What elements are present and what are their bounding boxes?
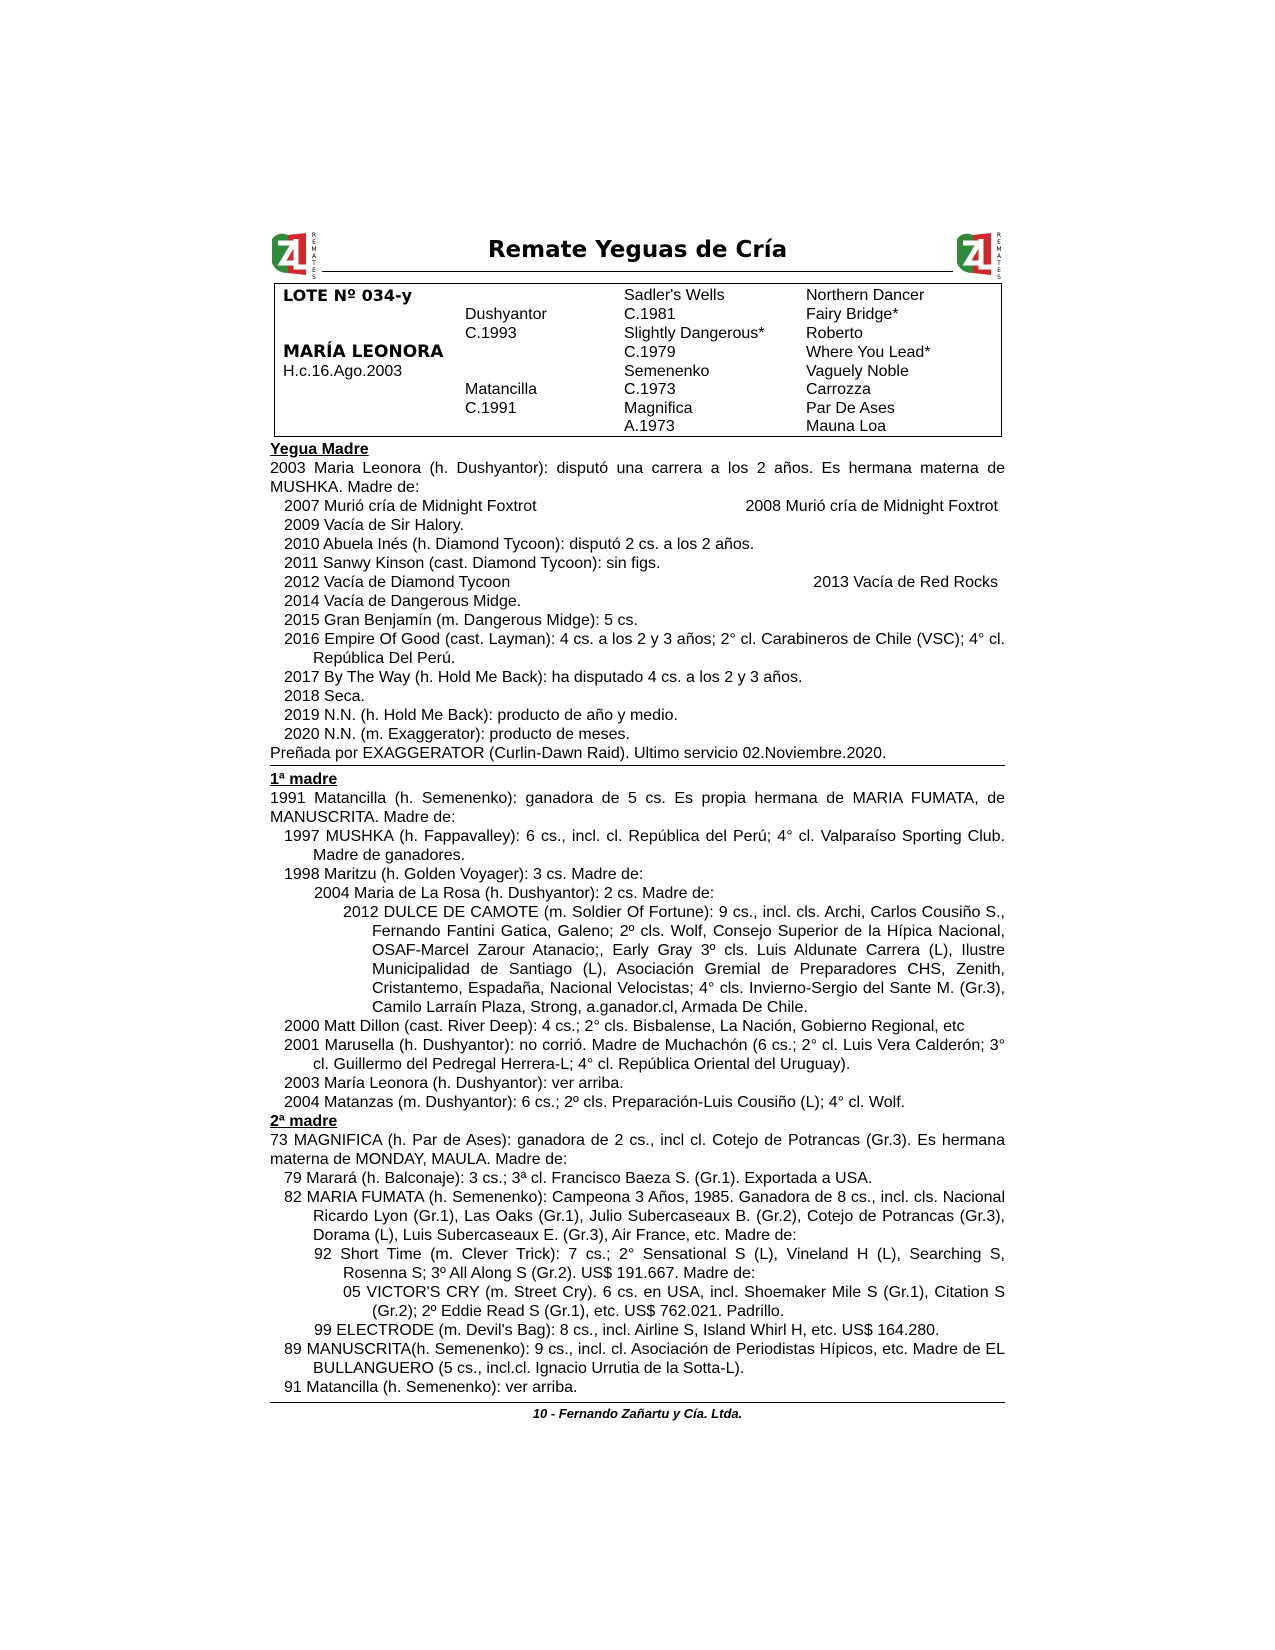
granddam-2: Magnifica xyxy=(624,400,693,417)
section-heading: 2ª madre xyxy=(270,1113,338,1130)
svg-text:M: M xyxy=(311,246,317,253)
page-title: Remate Yeguas de Cría xyxy=(487,237,788,263)
produce-entry: 2020 N.N. (m. Exaggerator): producto de meses. xyxy=(284,726,630,743)
produce-entry: 2016 Empire Of Good (cast. Layman): 4 cs. a los 2 y 3 años; 2° cl. Carabineros de Chile (VSC); 4° cl. República Del Perú. xyxy=(284,631,1005,667)
produce-entry: 2000 Matt Dillon (cast. River Deep): 4 cs.; 2° cls. Bisbalense, La Nación, Gobierno Regional, etc xyxy=(284,1018,965,1035)
svg-text:E: E xyxy=(312,267,316,274)
produce-entry: 2013 Vacía de Red Rocks xyxy=(813,574,998,591)
great-grandparent: Northern Dancer xyxy=(806,287,925,304)
produce-entry: 2011 Sanwy Kinson (cast. Diamond Tycoon): sin figs. xyxy=(284,555,661,572)
dam-intro: 73 MAGNIFICA (h. Par de Ases): ganadora de 2 cs., incl cl. Cotejo de Potrancas (Gr.3). Es hermana materna de MONDAY, MAULA. Madre de: xyxy=(270,1132,1005,1168)
granddam-2-year: A.1973 xyxy=(624,418,675,435)
grandsire-1: Sadler's Wells xyxy=(624,287,725,304)
dam-name: Matancilla xyxy=(465,381,538,398)
produce-entry: 2009 Vacía de Sir Halory. xyxy=(284,517,464,534)
zl-remates-logo xyxy=(955,229,1005,279)
produce-entry: 2004 Matanzas (m. Dushyantor): 6 cs.; 2º cls. Preparación-Luis Cousiño (L); 4° cl. Wolf. xyxy=(284,1094,906,1111)
produce-entry: 2004 Maria de La Rosa (h. Dushyantor): 2 cs. Madre de: xyxy=(314,885,715,902)
produce-entry: 2018 Seca. xyxy=(284,688,365,705)
produce-entry: 2012 Vacía de Diamond Tycoon xyxy=(284,574,511,591)
svg-text:A: A xyxy=(996,253,1002,260)
svg-text:S: S xyxy=(997,274,1001,279)
produce-entry: 82 MARIA FUMATA (h. Semenenko): Campeona 3 Años, 1985. Ganadora de 8 cs., incl. cls. Nacional Ricardo Lyon (Gr.1), Las Oaks (Gr.1), Julio Subercaseaux B. (Gr.2), Cotejo de Potrancas (Gr.3), Dorama (L), Luis Subercaseaux E. (Gr.3), Air France, etc. Madre de: xyxy=(284,1189,1005,1244)
horse-name: MARÍA LEONORA xyxy=(283,342,444,362)
great-grandparent: Mauna Loa xyxy=(806,418,887,435)
great-grandparent: Carrozza xyxy=(806,381,871,398)
produce-entry: 2001 Marusella (h. Dushyantor): no corrió. Madre de Muchachón (6 cs.; 2° cl. Luis Vera Calderón; 3° cl. Guillermo del Pedregal Herrera-L; 4° cl. República Oriental del Uruguay). xyxy=(284,1037,1005,1073)
svg-text:R: R xyxy=(311,232,317,239)
section-divider xyxy=(270,765,1005,766)
produce-entry: 1998 Maritzu (h. Golden Voyager): 3 cs. Madre de: xyxy=(284,866,644,883)
produce-entry: 91 Matancilla (h. Semenenko): ver arriba. xyxy=(284,1379,578,1396)
dam-intro: 1991 Matancilla (h. Semenenko): ganadora de 5 cs. Es propia hermana de MARIA FUMATA, de MANUSCRITA. Madre de: xyxy=(270,790,1005,826)
svg-text:T: T xyxy=(312,260,316,267)
produce-entry: 1997 MUSHKA (h. Fappavalley): 6 cs., incl. cl. República del Perú; 4° cl. Valparaíso Sporting Club. Madre de ganadores. xyxy=(284,828,1005,864)
produce-entry: 2010 Abuela Inés (h. Diamond Tycoon): disputó 2 cs. a los 2 años. xyxy=(284,536,755,553)
produce-entry: 2012 DULCE DE CAMOTE (m. Soldier Of Fortune): 9 cs., incl. cls. Archi, Carlos Cousiño S., Fernando Fantini Gatica, Galeno; 2º cls. Wolf, Consejo Superior de la Hípica Nacional, OSAF-Marcel Zarour Atanacio;, Early Gray 3º cls. Luis Aldunate Carrera (L), Ilustre Municipalidad de Santiago (L), Asociación Gremial de Preparadores CHS, Zenith, Cristantemo, Espadaña, Nacional Velocistas; 4° cls. Invierno-Sergio del Sante M. (Gr.3), Camilo Larraín Plaza, Strong, a.ganador.cl, Armada De Chile. xyxy=(343,904,1005,1016)
svg-text:S: S xyxy=(312,274,316,279)
zl-remates-logo xyxy=(270,229,320,279)
svg-text:M: M xyxy=(996,246,1002,253)
produce-entry: 89 MANUSCRITA(h. Semenenko): 9 cs., incl. cl. Asociación de Periodistas Hípicos, etc. Madre de EL BULLANGUERO (5 cs., incl.cl. Ignacio Urrutia de la Sotta-L). xyxy=(284,1341,1005,1377)
svg-text:R: R xyxy=(996,232,1002,239)
header-rule xyxy=(322,271,953,272)
granddam-1: Slightly Dangerous* xyxy=(624,325,765,342)
pedigree-table xyxy=(274,283,1002,437)
sire-name: Dushyantor xyxy=(465,306,547,323)
section-heading: Yegua Madre xyxy=(270,441,369,458)
grandsire-1-year: C.1981 xyxy=(624,306,676,323)
dam-intro: 2003 Maria Leonora (h. Dushyantor): disputó una carrera a los 2 años. Es hermana materna de MUSHKA. Madre de: xyxy=(270,460,1005,496)
produce-entry: 2007 Murió cría de Midnight Foxtrot xyxy=(284,498,537,515)
produce-entry: 99 ELECTRODE (m. Devil's Bag): 8 cs., incl. Airline S, Island Whirl H, etc. US$ 164.280. xyxy=(314,1322,940,1339)
pregnancy-status: Preñada por EXAGGERATOR (Curlin-Dawn Raid). Ultimo servicio 02.Noviembre.2020. xyxy=(270,745,887,762)
great-grandparent: Roberto xyxy=(806,325,863,342)
grandsire-2: Semenenko xyxy=(624,363,710,380)
sire-year: C.1993 xyxy=(465,325,517,342)
lot-number: LOTE Nº 034-y xyxy=(283,286,413,305)
produce-entry: 2008 Murió cría de Midnight Foxtrot xyxy=(745,498,998,515)
svg-text:E: E xyxy=(312,239,316,246)
great-grandparent: Vaguely Noble xyxy=(806,363,909,380)
dam-year: C.1991 xyxy=(465,400,517,417)
granddam-1-year: C.1979 xyxy=(624,344,676,361)
svg-text:T: T xyxy=(997,260,1001,267)
catalog-page xyxy=(270,225,1005,1421)
produce-row xyxy=(270,573,1005,592)
great-grandparent: Par De Ases xyxy=(806,400,895,417)
footer-rule xyxy=(270,1402,1005,1403)
produce-entry: 92 Short Time (m. Clever Trick): 7 cs.; 2° Sensational S (L), Vineland H (L), Searching S, Rosenna S; 3º All Along S (Gr.2). US$ 191.667. Madre de: xyxy=(314,1246,1005,1282)
section-heading: 1ª madre xyxy=(270,771,338,788)
page-footer: 10 - Fernando Zañartu y Cía. Ltda. xyxy=(532,1406,743,1421)
produce-record xyxy=(270,440,1005,1397)
produce-entry: 05 VICTOR'S CRY (m. Street Cry). 6 cs. en USA, incl. Shoemaker Mile S (Gr.1), Citation S (Gr.2); 2º Eddie Read S (Gr.1), etc. US$ 762.021. Padrillo. xyxy=(343,1284,1005,1320)
produce-entry: 79 Marará (h. Balconaje): 3 cs.; 3ª cl. Francisco Baeza S. (Gr.1). Exportada a USA. xyxy=(284,1170,873,1187)
produce-entry: 2015 Gran Benjamín (m. Dangerous Midge): 5 cs. xyxy=(284,612,638,629)
svg-text:A: A xyxy=(311,253,317,260)
page-header xyxy=(270,225,1005,283)
svg-text:E: E xyxy=(997,239,1001,246)
produce-entry: 2014 Vacía de Dangerous Midge. xyxy=(284,593,522,610)
produce-entry: 2019 N.N. (h. Hold Me Back): producto de año y medio. xyxy=(284,707,678,724)
great-grandparent: Fairy Bridge* xyxy=(806,306,899,323)
produce-entry: 2003 María Leonora (h. Dushyantor): ver arriba. xyxy=(284,1075,624,1092)
produce-row xyxy=(270,497,1005,516)
svg-text:E: E xyxy=(997,267,1001,274)
great-grandparent: Where You Lead* xyxy=(806,344,931,361)
produce-entry: 2017 By The Way (h. Hold Me Back): ha disputado 4 cs. a los 2 y 3 años. xyxy=(284,669,803,686)
horse-birth: H.c.16.Ago.2003 xyxy=(283,363,403,380)
grandsire-2-year: C.1973 xyxy=(624,381,676,398)
